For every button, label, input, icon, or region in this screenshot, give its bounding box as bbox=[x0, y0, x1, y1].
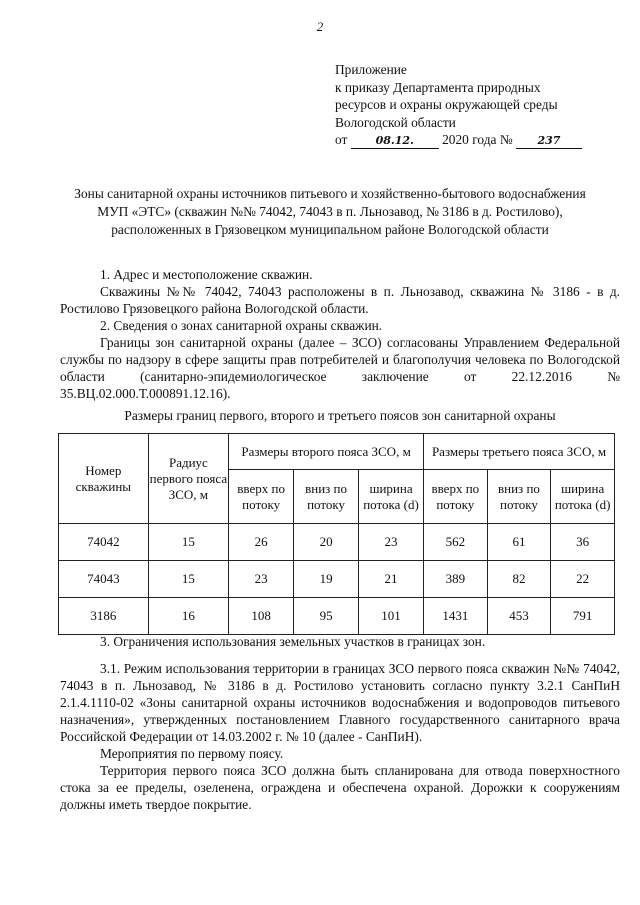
subheader-width: ширина потока (d) bbox=[359, 470, 424, 524]
table-cell: 101 bbox=[359, 598, 424, 635]
annex-date-line bbox=[335, 131, 625, 149]
table-cell: 16 bbox=[148, 598, 229, 635]
table-cell: 20 bbox=[294, 524, 359, 561]
section1-text: Скважины №№ 74042, 74043 расположены в п. Льнозавод, скважина № 3186 - в д. Ростилово Грязовецкого района Вологодской области. bbox=[60, 284, 620, 316]
table-cell: 74042 bbox=[59, 524, 149, 561]
table-cell: 36 bbox=[551, 524, 615, 561]
handwritten-date: 08.12. bbox=[351, 134, 439, 149]
table-cell: 26 bbox=[229, 524, 294, 561]
table-cell: 15 bbox=[148, 561, 229, 598]
table-caption: Размеры границ первого, второго и третьего поясов зон санитарной охраны bbox=[124, 408, 556, 423]
table-cell: 22 bbox=[551, 561, 615, 598]
table-cell: 562 bbox=[424, 524, 488, 561]
section3-heading: 3. Ограничения использования земельных участков в границах зон. bbox=[100, 634, 486, 649]
section1-heading: 1. Адрес и местоположение скважин. bbox=[100, 267, 313, 282]
page-number: 2 bbox=[316, 19, 324, 34]
col-header-zone3: Размеры третьего пояса ЗСО, м bbox=[424, 434, 615, 470]
subheader-upstream: вверх по потоку bbox=[424, 470, 488, 524]
table-cell: 3186 bbox=[59, 598, 149, 635]
section3-paragraph-3-1: 3.1. Режим использования территории в границах ЗСО первого пояса скважин №№ 74042, 74043 в п. Льнозавод, № 3186 в д. Ростилово установить согласно пункту 3.2.1 СанПиН 2.1.4.1110-02 «Зоны санитарной охраны источников водоснабжения и водопроводов питьевого назначения», утвержденных постановлением Главного государственного санитарного врача Российской Федерации от 14.03.2002 г. № 10 (далее - СанПиН). bbox=[60, 661, 620, 744]
subheader-downstream: вниз по потоку bbox=[487, 470, 551, 524]
section3 bbox=[60, 633, 620, 813]
table-cell: 82 bbox=[487, 561, 551, 598]
year-text: 2020 года bbox=[442, 132, 497, 147]
col-header-zone2: Размеры второго пояса ЗСО, м bbox=[229, 434, 424, 470]
table-cell: 389 bbox=[424, 561, 488, 598]
table-row bbox=[59, 524, 615, 561]
subheader-upstream: вверх по потоку bbox=[229, 470, 294, 524]
annex-line: Вологодской области bbox=[335, 114, 456, 130]
subheader-width: ширина потока (d) bbox=[551, 470, 615, 524]
subheader-downstream: вниз по потоку bbox=[294, 470, 359, 524]
number-sign: № bbox=[499, 132, 513, 147]
territory-paragraph: Территория первого пояса ЗСО должна быть спланирована для отвода поверхностного стока за ее пределы, озеленена, ограждена и обеспечена охраной. Дорожки к сооружениям должны иметь твердое покрытие. bbox=[60, 763, 620, 812]
annex-block bbox=[335, 61, 625, 149]
date-prefix: от bbox=[335, 132, 348, 147]
document-title: Зоны санитарной охраны источников питьевого и хозяйственно-бытового водоснабжения МУП «ЭТС» (скважин №№ 74042, 74043 в п. Льнозавод, № 3186 в д. Ростилово), расположенных в Грязовецком муниципальном районе Вологодской области bbox=[74, 186, 586, 237]
handwritten-number: 237 bbox=[516, 134, 582, 149]
table-cell: 19 bbox=[294, 561, 359, 598]
table-cell: 1431 bbox=[424, 598, 488, 635]
annex-title: Приложение bbox=[335, 62, 407, 77]
table-cell: 791 bbox=[551, 598, 615, 635]
table-cell: 15 bbox=[148, 524, 229, 561]
table-cell: 21 bbox=[359, 561, 424, 598]
table-cell: 95 bbox=[294, 598, 359, 635]
table-cell: 453 bbox=[487, 598, 551, 635]
table-cell: 74043 bbox=[59, 561, 149, 598]
col-header-radius: Радиус первого пояса ЗСО, м bbox=[148, 434, 229, 524]
table-row bbox=[59, 598, 615, 635]
zso-table bbox=[58, 433, 615, 635]
table-cell: 61 bbox=[487, 524, 551, 561]
col-header-well: Номер скважины bbox=[59, 434, 149, 524]
annex-line: ресурсов и охраны окружающей среды bbox=[335, 97, 558, 112]
table-row bbox=[59, 561, 615, 598]
section2-text: Границы зон санитарной охраны (далее – ЗСО) согласованы Управлением Федеральной службы по надзору в сфере защиты прав потребителей и благополучия человека по Вологодской области (санитарно-эпидемиологическое заключение от 22.12.2016 № 35.ВЦ.02.000.Т.000891.12.16). bbox=[60, 335, 620, 401]
measures-heading: Мероприятия по первому поясу. bbox=[100, 746, 284, 761]
section2-heading: 2. Сведения о зонах санитарной охраны скважин. bbox=[100, 318, 383, 333]
table-cell: 23 bbox=[359, 524, 424, 561]
table-cell: 108 bbox=[229, 598, 294, 635]
annex-line: к приказу Департамента природных bbox=[335, 79, 541, 95]
table-cell: 23 bbox=[229, 561, 294, 598]
